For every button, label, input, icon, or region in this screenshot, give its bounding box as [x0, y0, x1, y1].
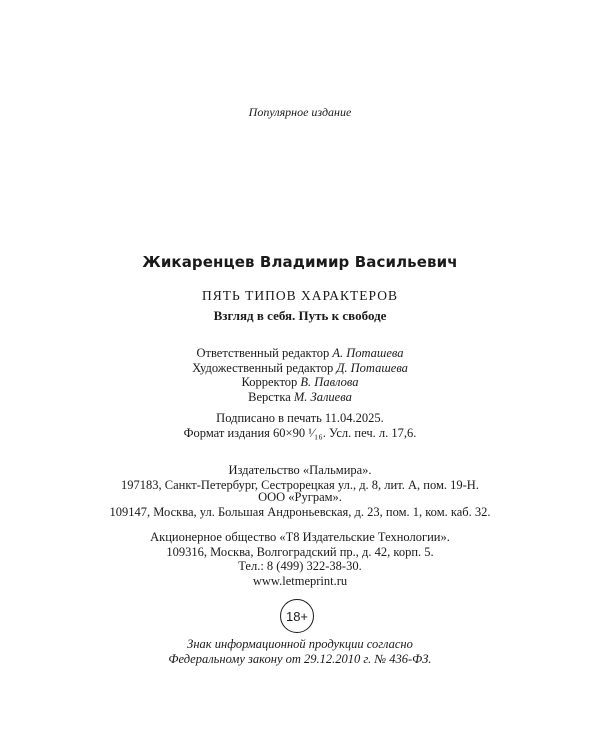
publisher-1: [0, 463, 600, 492]
signed-date: Подписано в печать 11.04.2025.: [216, 411, 384, 425]
notice-line: Федеральному закону от 29.12.2010 г. № 436-ФЗ.: [168, 652, 432, 666]
age-rating-badge: [280, 599, 314, 633]
age-rating-label: 18+: [285, 608, 309, 624]
printer-phone: Тел.: 8 (499) 322-38-30.: [238, 559, 362, 574]
credit-line: Ответственный редактор А. Поташева: [196, 346, 404, 360]
info-product-notice: [0, 637, 600, 667]
printer-block: [0, 530, 600, 588]
format-info: Формат издания 60×90 ¹⁄₁₆. Усл. печ. л. 17,6.: [183, 425, 417, 440]
credit-line: Художественный редактор Д. Поташева: [192, 360, 408, 375]
publisher-name: ООО «Руграм».: [258, 490, 342, 504]
printer-address: 109316, Москва, Волгоградский пр., д. 42, корп. 5.: [166, 544, 434, 559]
notice-line: Знак информационной продукции согласно: [187, 637, 413, 651]
publisher-name: Издательство «Пальмира».: [228, 463, 372, 477]
author-name: Жикаренцев Владимир Васильевич: [142, 253, 458, 271]
book-subtitle: Взгляд в себя. Путь к свободе: [213, 308, 387, 323]
printer-website: www.letmeprint.ru: [252, 573, 348, 588]
publisher-address: 197183, Санкт-Петербург, Сестрорецкая ул., д. 8, лит. А, пом. 19-Н.: [121, 477, 479, 492]
credits-block: [0, 346, 600, 404]
print-info: [0, 411, 600, 440]
publisher-address: 109147, Москва, ул. Большая Андроньевская, д. 23, пом. 1, ком. каб. 32.: [109, 504, 491, 519]
credit-line: Верстка М. Залиева: [248, 389, 352, 404]
book-title: ПЯТЬ ТИПОВ ХАРАКТЕРОВ: [202, 288, 398, 303]
credit-line: Корректор В. Павлова: [241, 375, 359, 390]
publisher-2: [0, 490, 600, 519]
series-label: Популярное издание: [248, 105, 352, 119]
printer-name: Акционерное общество «Т8 Издательские Технологии».: [150, 530, 450, 544]
